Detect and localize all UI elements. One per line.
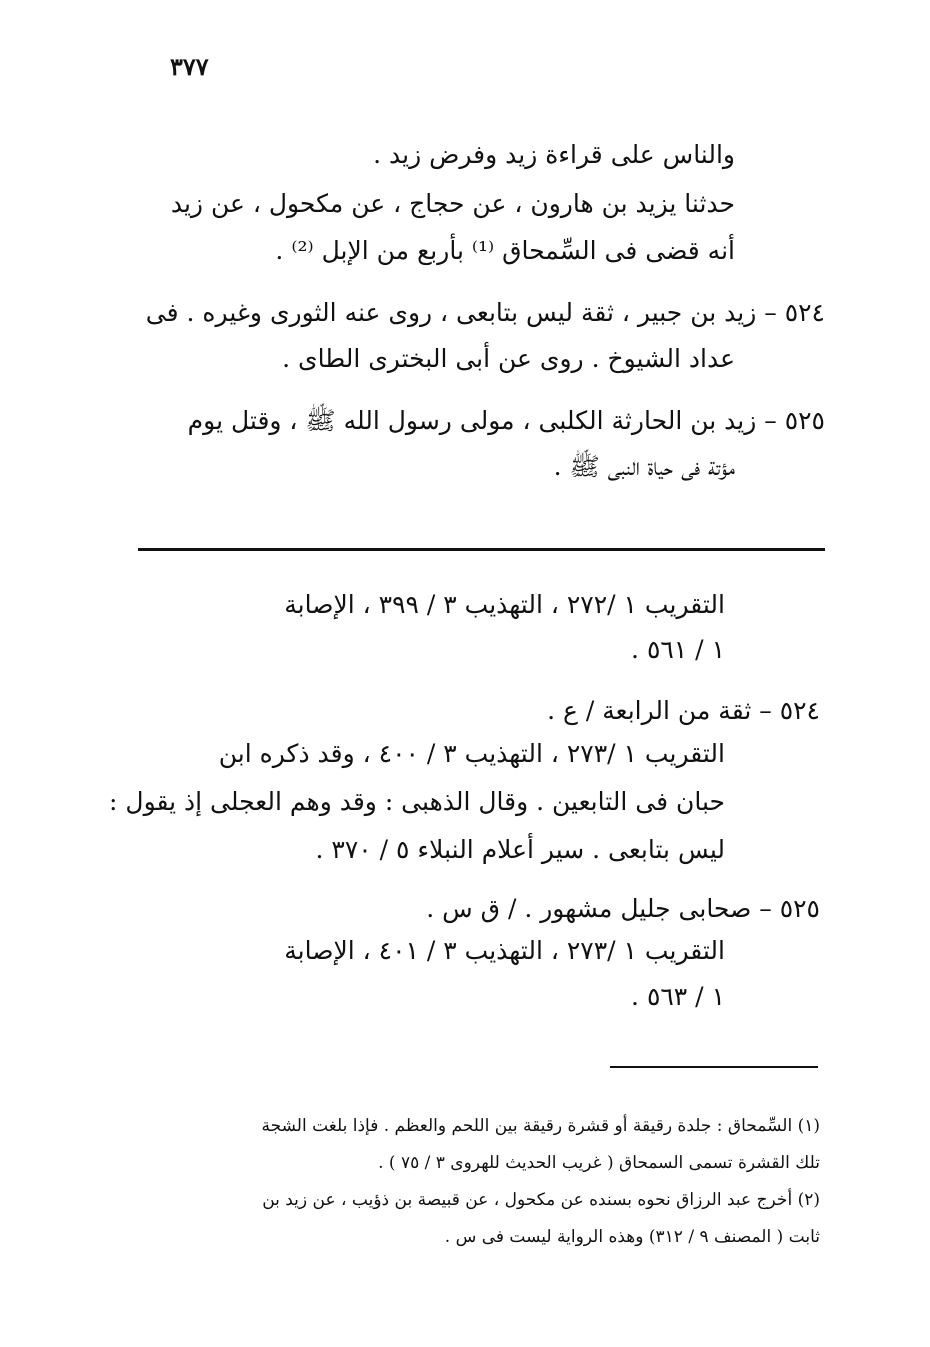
footnote-1-line-1: (١) السِّمحاق : جلدة رقيقة أو قشرة رقيقة بين اللحم والعظم . فإذا بلغت الشجة xyxy=(261,1116,820,1136)
entry-525-line-1: ٥٢٥ – زيد بن الحارثة الكلبى ، مولى رسول الله ﷺ ، وقتل يوم xyxy=(187,406,825,435)
entry-524-line-1: ٥٢٤ – زيد بن جبير ، ثقة ليس بتابعى ، روى عنه الثورى وغيره . فى xyxy=(145,298,825,327)
footnote-2-line-1: (٢) أخرج عبد الرزاق نحوه بسنده عن مكحول ، عن قبيصة بن ذؤيب ، عن زيد بن xyxy=(262,1190,820,1210)
main-line-2: حدثنا يزيد بن هارون ، عن حجاج ، عن مكحول ، عن زيد xyxy=(170,189,735,218)
footnote-2-line-2: ثابت ( المصنف ٩ / ٣١٢) وهذه الرواية ليست فى س . xyxy=(444,1227,820,1247)
entry-524-line-2: عداد الشيوخ . روى عن أبى البخترى الطاى . xyxy=(282,344,735,373)
page-number: ٣٧٧ xyxy=(170,52,209,81)
note-525-line-2: ١ / ٥٦٣ . xyxy=(631,982,725,1011)
note-524-line-2: حبان فى التابعين . وقال الذهبى : وقد وهم العجلى إذ يقول : xyxy=(109,787,725,816)
main-line-1: والناس على قراءة زيد وفرض زيد . xyxy=(373,140,735,169)
main-line-3: أنه قضى فى السِّمحاق ⁽¹⁾ بأربع من الإبل ⁽²⁾ . xyxy=(275,236,735,265)
note-line-2: ١ / ٥٦١ . xyxy=(631,635,725,664)
note-525-heading: ٥٢٥ – صحابى جليل مشهور . / ق س . xyxy=(426,894,820,923)
entry-525-line-2: مؤتة فى حياة النبى ﷺ . xyxy=(553,452,735,481)
note-524-line-1: التقريب ١ /٢٧٣ ، التهذيب ٣ / ٤٠٠ ، وقد ذكره ابن xyxy=(218,739,725,768)
note-525-line-1: التقريب ١ /٢٧٣ ، التهذيب ٣ / ٤٠١ ، الإصابة xyxy=(284,936,725,965)
footnote-divider xyxy=(610,1066,818,1068)
note-524-heading: ٥٢٤ – ثقة من الرابعة / ع . xyxy=(547,696,820,725)
note-line-1: التقريب ١ /٢٧٢ ، التهذيب ٣ / ٣٩٩ ، الإصابة xyxy=(284,590,725,619)
note-524-line-3: ليس بتابعى . سير أعلام النبلاء ٥ / ٣٧٠ . xyxy=(315,835,725,864)
section-divider xyxy=(138,548,825,551)
footnote-1-line-2: تلك القشرة تسمى السمحاق ( غريب الحديث للهروى ٣ / ٧٥ ) . xyxy=(378,1153,820,1173)
